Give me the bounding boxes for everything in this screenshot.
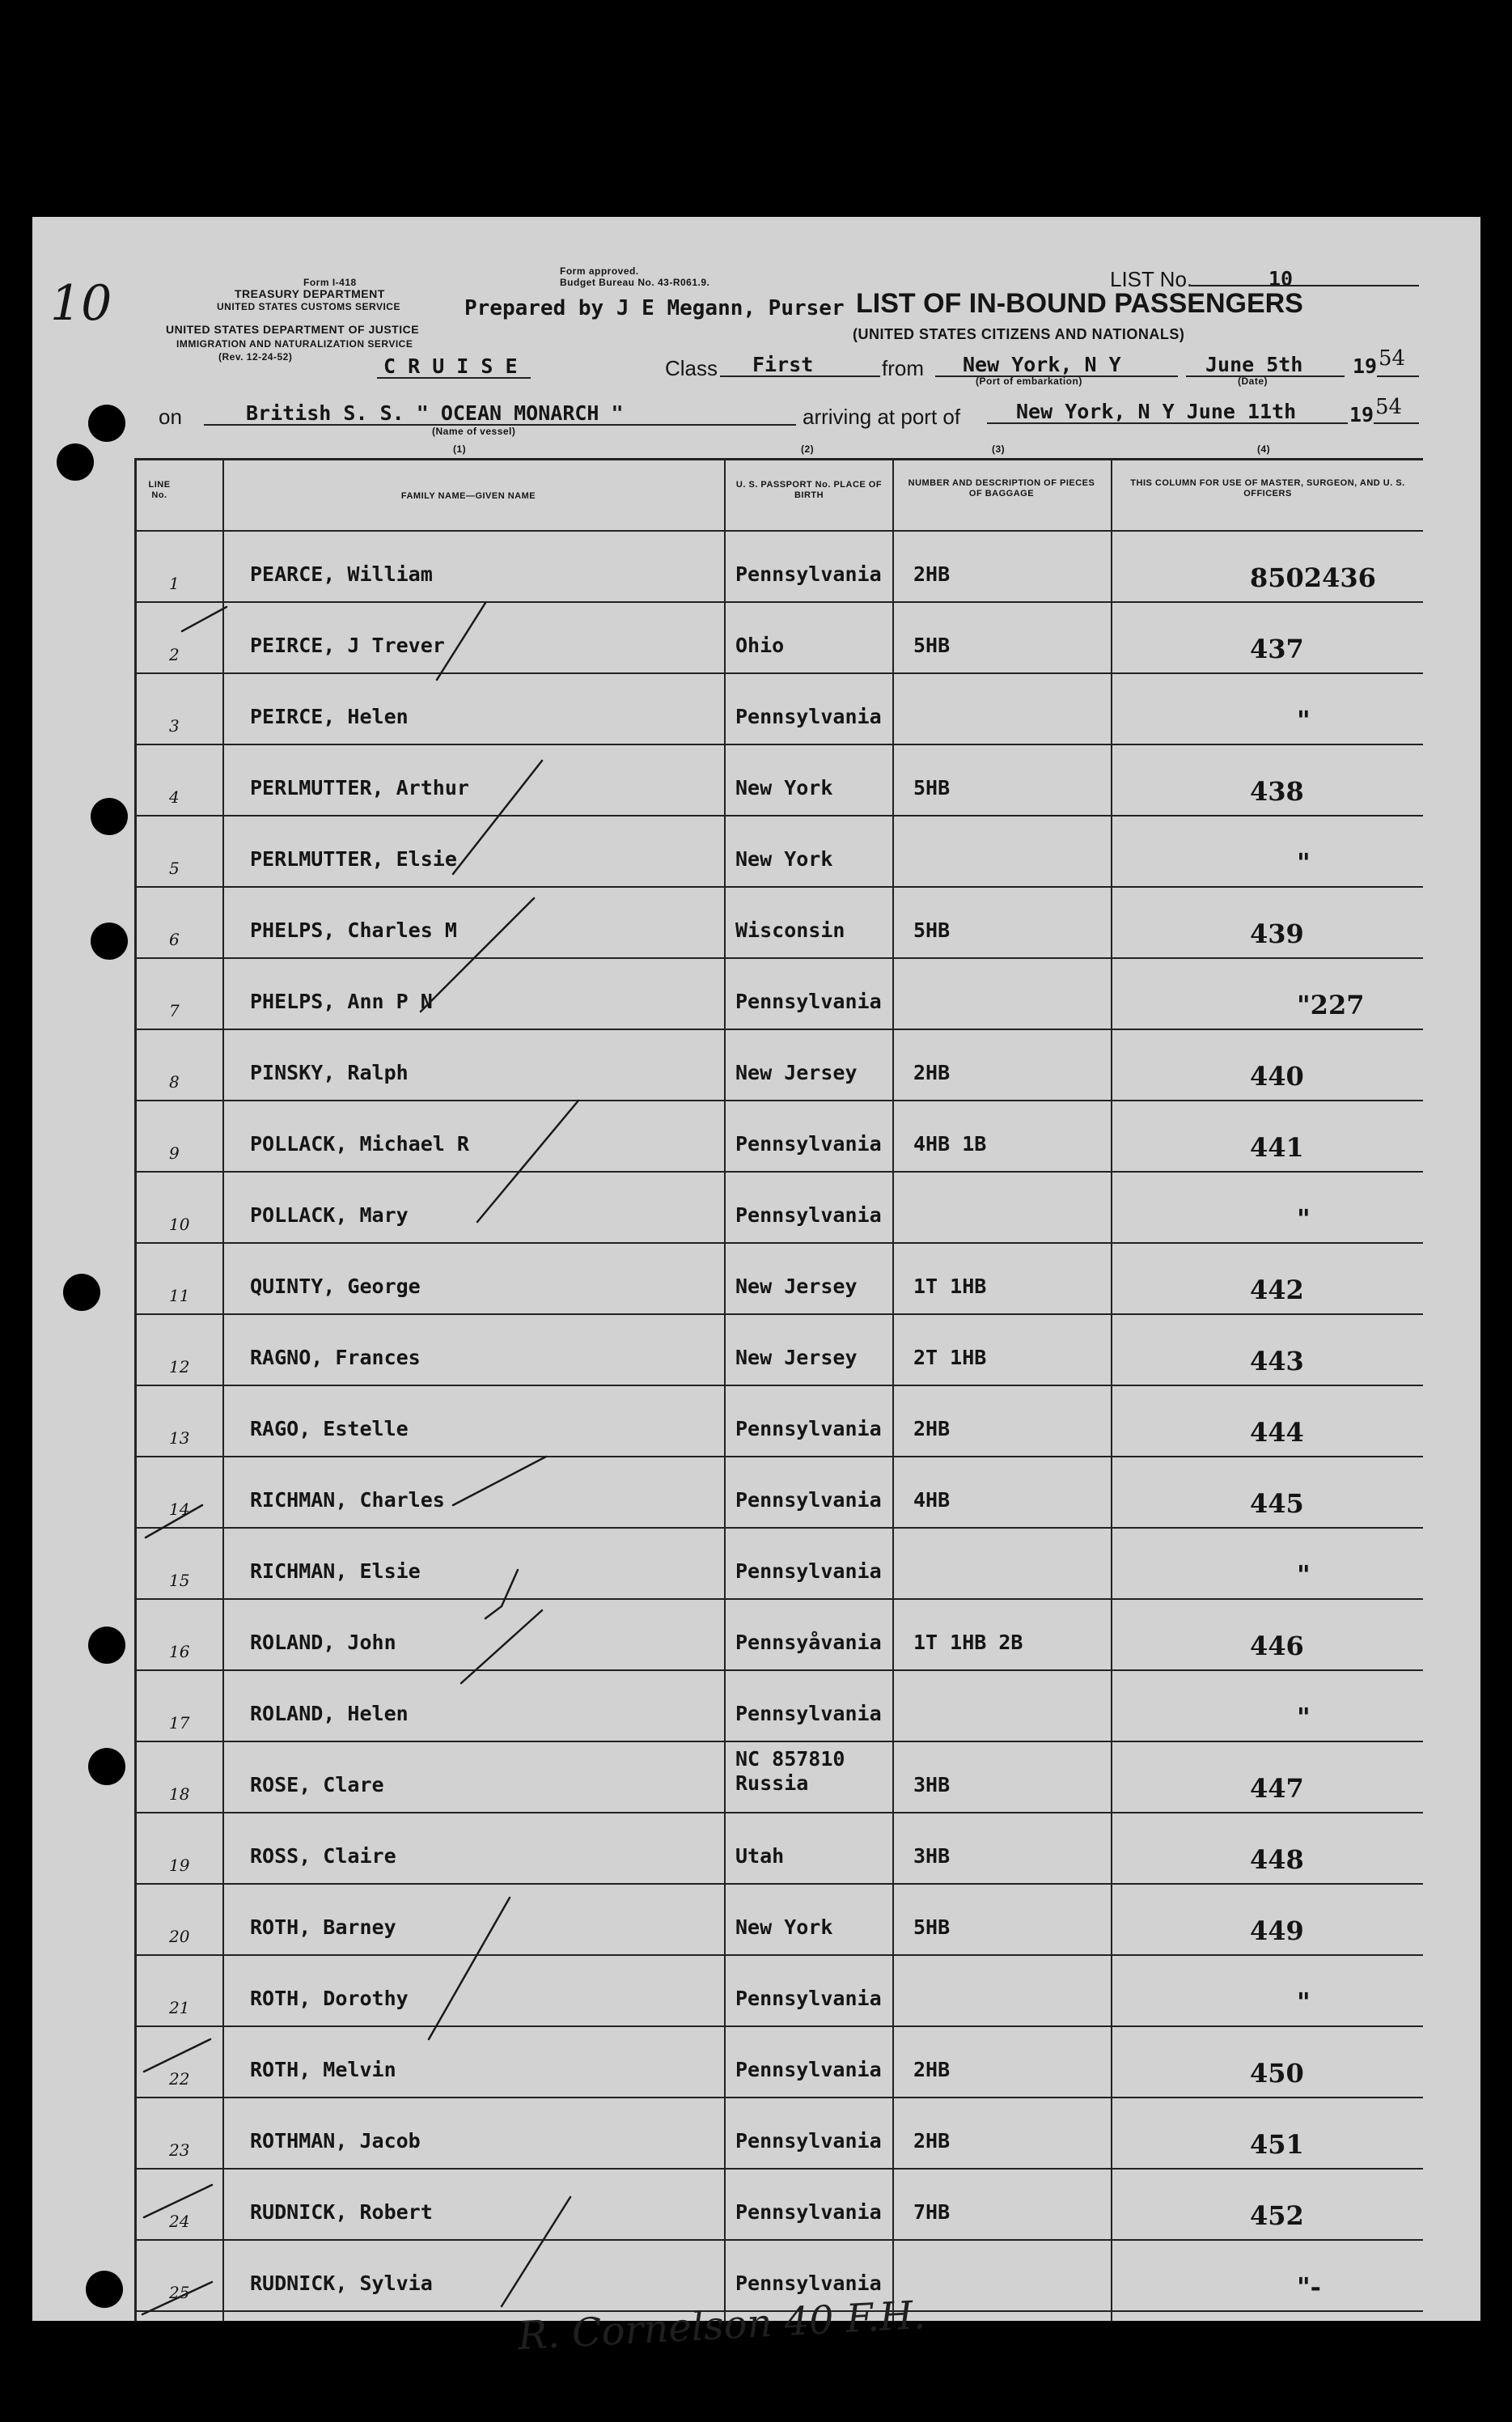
line-number: 10 [169,1215,190,1234]
passenger-name: POLLACK, Michael R [250,1132,469,1156]
passenger-name: RICHMAN, Charles [250,1488,445,1512]
passenger-name: ROSS, Claire [250,1844,396,1868]
officer-number: 438 [1250,776,1304,807]
birthplace: Pennsylvania [735,1559,882,1583]
port-caption: (Port of embarkation) [976,375,1082,387]
year-suffix: 54 [1379,346,1406,371]
line-number: 23 [169,2140,190,2160]
passenger-name: PHELPS, Charles M [250,918,457,942]
col-num-1: (1) [453,443,467,455]
line-number: 24 [169,2212,190,2231]
passenger-name: RAGO, Estelle [250,1417,409,1440]
class-value: First [752,353,814,376]
baggage: 1T 1HB [913,1275,987,1298]
birthplace: Utah [735,1844,785,1868]
birthplace: Pennsylvania [735,1417,882,1440]
passenger-name: PERLMUTTER, Elsie [250,847,457,871]
page-mark: 10 [50,275,112,332]
baggage: 2HB [913,1417,951,1440]
form-subtitle: (UNITED STATES CITIZENS AND NATIONALS) [853,326,1185,342]
vessel-name: British S. S. " OCEAN MONARCH " [246,401,624,425]
birthplace: Pennsylvania [735,2271,882,2295]
line-number: 13 [169,1428,190,1448]
passenger-name: PERLMUTTER, Arthur [250,776,469,800]
birthplace: Pennsylvania [735,2058,882,2081]
date-caption: (Date) [1238,375,1268,387]
line-number: 5 [169,859,180,878]
line-number: 3 [169,716,180,736]
line-number: 19 [169,1856,190,1875]
revision: (Rev. 12-24-52) [218,351,293,363]
officer-number: 439 [1250,918,1304,949]
officer-number: 444 [1250,1417,1304,1448]
officer-number: 442 [1250,1275,1304,1305]
from-label: from [882,356,924,380]
baggage: 4HB 1B [913,1132,987,1156]
baggage: 7HB [913,2200,951,2224]
birthplace: NC 857810 Russia [735,1747,845,1795]
baggage: 5HB [913,634,951,657]
officer-number: 446 [1250,1631,1304,1661]
officer-number: 449 [1250,1915,1304,1946]
ins-service: IMMIGRATION AND NATURALIZATION SERVICE [176,338,413,350]
passenger-name: ROLAND, John [250,1631,396,1654]
birthplace: New York [735,776,833,800]
officer-number: 440 [1250,1061,1304,1092]
list-no-label: LIST No. [1110,267,1193,291]
passenger-name: RAGNO, Frances [250,1346,421,1369]
birthplace: Pennsylvania [735,1987,882,2010]
birthplace: New York [735,1915,833,1939]
officer-number: 441 [1250,1132,1304,1163]
justice-department: UNITED STATES DEPARTMENT OF JUSTICE [166,323,420,336]
line-number: 17 [169,1713,190,1733]
passenger-name: RUDNICK, Robert [250,2200,433,2224]
header-passport: U. S. PASSPORT No. PLACE OF BIRTH [735,480,883,500]
officer-number: "- [1297,2271,1321,2302]
signature: R. Cornelson 40 F.H. [516,2292,927,2360]
passenger-name: PINSKY, Ralph [250,1061,409,1084]
officer-number: " [1297,1987,1311,2017]
on-label: on [159,405,182,429]
passenger-name: ROTHMAN, Jacob [250,2129,421,2153]
baggage: 2HB [913,2129,951,2153]
officer-number: 448 [1250,1844,1304,1875]
prepared-by: Prepared by J E Megann, Purser [464,296,845,320]
birthplace: Pennsylvania [735,2200,882,2224]
birthplace: Pennsylvania [735,1488,882,1512]
line-number: 25 [169,2283,190,2302]
arrival-year-suffix: 54 [1375,395,1403,419]
passenger-name: ROTH, Melvin [250,2058,396,2081]
passenger-name: PEIRCE, Helen [250,705,409,728]
line-number: 15 [169,1571,190,1590]
birthplace: Pennsylvania [735,1702,882,1725]
year-prefix: 19 [1353,354,1378,378]
baggage: 1T 1HB 2B [913,1631,1023,1654]
baggage: 3HB [913,1773,951,1796]
officer-number: " [1297,1702,1311,1733]
form-title: LIST OF IN-BOUND PASSENGERS [856,288,1303,319]
baggage: 5HB [913,1915,951,1939]
birthplace: Pennsylvania [735,990,882,1013]
birthplace: Pennsylvania [735,705,882,728]
treasury-department: TREASURY DEPARTMENT [235,287,385,300]
customs-service: UNITED STATES CUSTOMS SERVICE [217,301,400,312]
officer-number: 452 [1250,2200,1304,2231]
passenger-name: ROTH, Dorothy [250,1987,409,2010]
form-approved: Form approved. [560,265,639,277]
budget-bureau: Budget Bureau No. 43-R061.9. [560,277,710,288]
birthplace: Wisconsin [735,918,845,942]
cruise-label: C R U I S E [383,354,518,378]
line-number: 14 [169,1499,190,1519]
baggage: 5HB [913,776,951,800]
arriving-label: arriving at port of [803,405,961,429]
officer-number: "227 [1297,990,1365,1020]
baggage: 5HB [913,918,951,942]
passenger-name: POLLACK, Mary [250,1203,409,1227]
line-number: 6 [169,930,180,949]
header-officers: THIS COLUMN FOR USE OF MASTER, SURGEON, AND U. S. OFFICERS [1130,478,1405,498]
line-number: 16 [169,1642,190,1661]
birthplace: Ohio [735,634,785,657]
col-num-3: (3) [992,443,1006,455]
col-num-2: (2) [801,443,815,455]
baggage: 3HB [913,1844,951,1868]
passenger-name: RUDNICK, Sylvia [250,2271,433,2295]
line-number: 7 [169,1001,180,1020]
line-number: 4 [169,787,180,807]
line-number: 18 [169,1784,190,1804]
line-number: 11 [169,1286,190,1305]
birthplace: New Jersey [735,1061,858,1084]
passenger-name: ROLAND, Helen [250,1702,409,1725]
birthplace: New Jersey [735,1346,858,1369]
line-number: 9 [169,1143,180,1163]
passenger-name: PEARCE, William [250,562,433,586]
baggage: 2HB [913,562,951,586]
birthplace: Pennsylvania [735,1132,882,1156]
line-number: 20 [169,1927,190,1946]
line-number: 1 [169,574,180,593]
officer-number: 447 [1250,1773,1304,1804]
birthplace: Pennsylvania [735,562,882,586]
officer-number: 437 [1250,634,1304,664]
header-name: FAMILY NAME—GIVEN NAME [400,491,536,501]
baggage: 2HB [913,2058,951,2081]
officer-number: 445 [1250,1488,1304,1519]
arrival-year-prefix: 19 [1349,403,1374,426]
line-number: 21 [169,1998,190,2017]
line-number: 12 [169,1357,190,1376]
officer-number: " [1297,1203,1311,1234]
list-no-value: 10 [1268,267,1294,291]
line-number: 22 [169,2069,190,2089]
officer-number: 450 [1250,2058,1304,2089]
vessel-caption: (Name of vessel) [432,426,516,437]
birthplace: New Jersey [735,1275,858,1298]
officer-number: " [1297,705,1311,736]
passenger-name: ROSE, Clare [250,1773,384,1796]
passenger-name: QUINTY, George [250,1275,421,1298]
passenger-name: PEIRCE, J Trever [250,634,445,657]
form-number: Form I-418 [303,277,357,288]
officer-number: 443 [1250,1346,1304,1376]
birthplace: Pennsyåvania [735,1631,882,1654]
line-number: 8 [169,1072,180,1092]
birthplace: Pennsylvania [735,2129,882,2153]
date-value: June 5th [1205,353,1303,376]
passenger-name: PHELPS, Ann P N [250,990,433,1013]
officer-number: " [1297,847,1311,878]
header-baggage: NUMBER AND DESCRIPTION OF PIECES OF BAGGAGE [908,478,1095,498]
col-num-4: (4) [1257,443,1271,455]
class-label: Class [665,356,718,380]
birthplace: Pennsylvania [735,1203,882,1227]
officer-number: 8502436 [1250,562,1376,593]
passenger-name: ROTH, Barney [250,1915,396,1939]
baggage: 2T 1HB [913,1346,987,1369]
officer-number: " [1297,1559,1311,1590]
birthplace: New York [735,847,833,871]
passenger-name: RICHMAN, Elsie [250,1559,421,1583]
arrival-port-date: New York, N Y June 11th [1016,400,1297,423]
from-value: New York, N Y [963,353,1121,376]
baggage: 2HB [913,1061,951,1084]
officer-number: 451 [1250,2129,1304,2160]
baggage: 4HB [913,1488,951,1512]
line-number: 2 [169,645,180,664]
header-line-no: LINE No. [148,480,171,500]
